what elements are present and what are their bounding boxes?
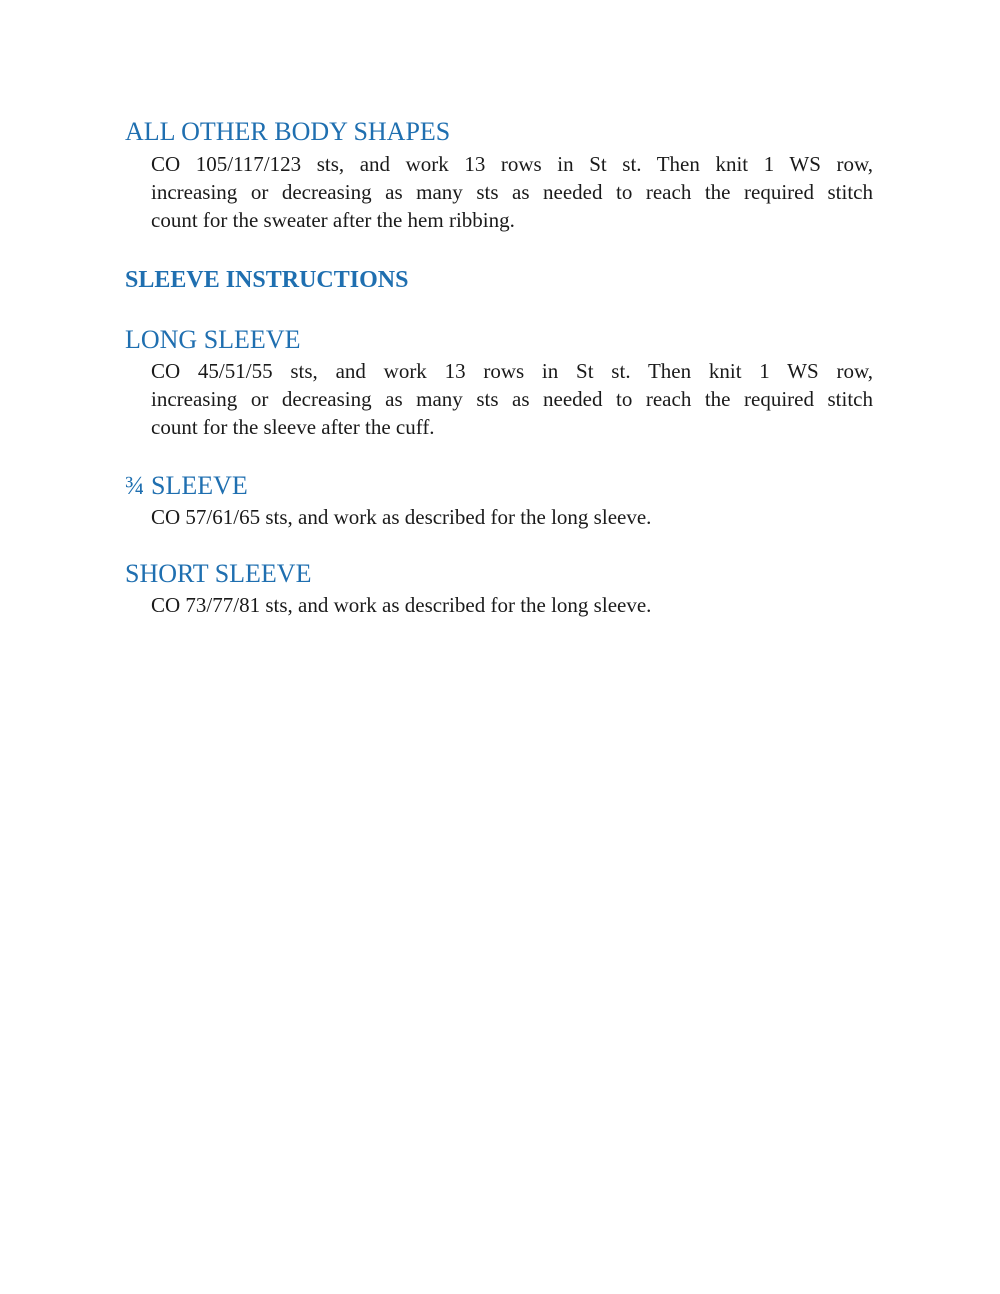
paragraph-long-sleeve [151,357,873,441]
paragraph-line: increasing or decreasing as many sts as needed to reach the required stitch [151,180,873,204]
paragraph-line: count for the sweater after the hem ribbing. [151,208,515,232]
paragraph-three-quarter-sleeve [151,503,873,531]
heading-short-sleeve: SHORT SLEEVE [125,559,312,588]
paragraph-line: increasing or decreasing as many sts as needed to reach the required stitch [151,387,873,411]
paragraph-line: CO 105/117/123 sts, and work 13 rows in St st. Then knit 1 WS row, [151,152,873,176]
heading-all-other-body-shapes: ALL OTHER BODY SHAPES [125,117,451,146]
paragraph-line: count for the sleeve after the cuff. [151,415,435,439]
heading-long-sleeve: LONG SLEEVE [125,325,301,354]
paragraph-line: CO 57/61/65 sts, and work as described for the long sleeve. [151,505,652,529]
paragraph-short-sleeve [151,591,873,619]
heading-sleeve-instructions: SLEEVE INSTRUCTIONS [125,267,409,293]
paragraph-body-shapes [151,150,873,234]
paragraph-line: CO 73/77/81 sts, and work as described for the long sleeve. [151,593,652,617]
heading-three-quarter-sleeve: ¾ SLEEVE [125,471,248,500]
paragraph-line: CO 45/51/55 sts, and work 13 rows in St st. Then knit 1 WS row, [151,359,873,383]
